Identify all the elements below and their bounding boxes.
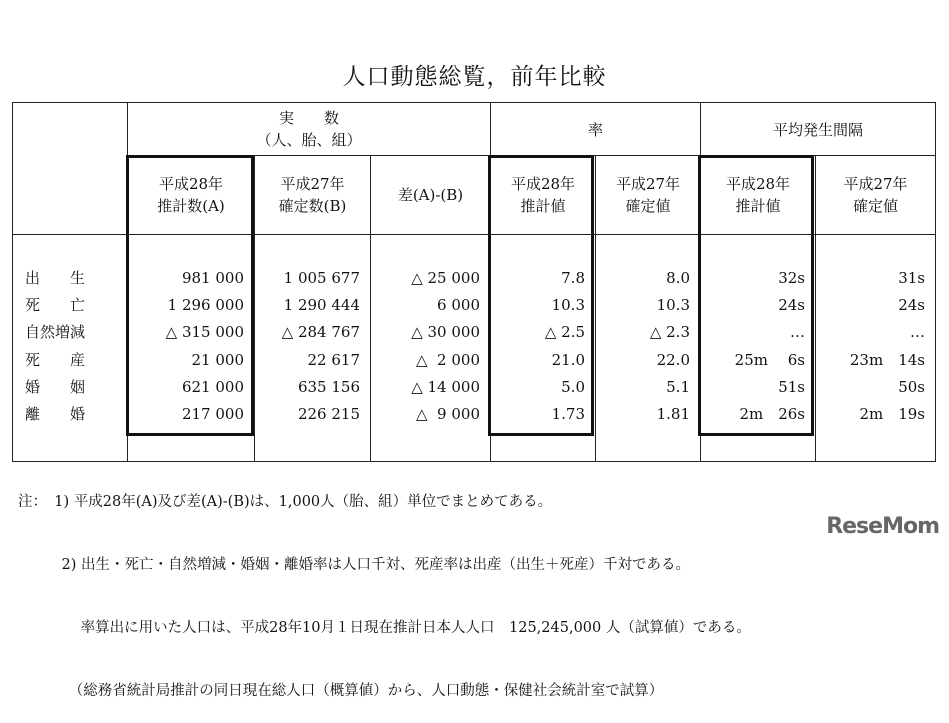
cell-diff: 6 000: [437, 296, 480, 315]
cell-b: 635 156: [297, 377, 360, 396]
cell-a: △ 315 000: [165, 323, 244, 342]
group-rate-header: 率: [491, 103, 701, 156]
cell-label: 離 婚: [25, 405, 86, 424]
cell-label: 自然増減: [25, 323, 86, 342]
cell-int28: 32s: [778, 269, 805, 287]
cell-rate28: 5.0: [561, 377, 585, 396]
cell-int27: 50s: [898, 377, 925, 396]
group-interval-header: 平均発生間隔: [701, 103, 936, 156]
resemom-logo: ReseMom: [826, 514, 939, 539]
cell-diff: △ 14 000: [411, 377, 480, 396]
column-b: [255, 235, 371, 462]
cell-label: 死 亡: [25, 296, 86, 315]
cell-int28: 24s: [778, 296, 805, 315]
note-line: 率算出に用いた人口は、平成28年10月１日現在推計日本人人口 125,245,000 人（試算値）である。: [18, 620, 751, 636]
column-int28: [701, 235, 816, 462]
cell-int27: 2m 19s: [859, 405, 925, 424]
cell-rate28: 7.8: [561, 269, 585, 287]
cell-int27: 24s: [898, 296, 925, 315]
cell-b: △ 284 767: [281, 323, 360, 342]
cell-rate27: 5.1: [666, 377, 690, 396]
cell-diff: △ 9 000: [415, 405, 480, 424]
column-rate28: [491, 235, 596, 462]
column-header: 平成27年 確定値: [816, 156, 936, 235]
cell-int28: 2m 26s: [739, 405, 805, 424]
cell-rate27: 8.0: [666, 269, 690, 287]
cell-diff: △ 30 000: [411, 323, 480, 342]
cell-label: 出 生: [25, 269, 86, 287]
cell-int27: 31s: [898, 269, 925, 287]
cell-int27: 23m 14s: [849, 350, 925, 369]
cell-int28: 25m 6s: [734, 350, 805, 369]
column-label: [13, 235, 128, 462]
cell-rate27: 22.0: [656, 350, 690, 369]
group-actual-header: [128, 103, 491, 156]
cell-int28: 51s: [778, 377, 805, 396]
cell-rate27: 10.3: [656, 296, 690, 315]
page-title: 人口動態総覧，前年比較: [342, 64, 607, 90]
cell-rate27: △ 2.3: [649, 323, 690, 342]
column-header: 平成27年 確定数(B): [255, 156, 371, 235]
column-header: 平成28年 推計数(A): [128, 156, 255, 235]
cell-rate28: 21.0: [551, 350, 585, 369]
cell-diff: △ 2 000: [415, 350, 480, 369]
group-actual-label: 実 数: [278, 109, 339, 127]
note-line: 注： 1) 平成28年(A)及び差(A)-(B)は、1,000人（胎、組）単位でまとめてある。: [18, 494, 553, 510]
cell-rate28: 1.73: [551, 405, 585, 424]
cell-int27: …: [910, 323, 925, 342]
cell-label: 死 産: [25, 350, 86, 369]
cell-a: 1 296 000: [167, 296, 244, 315]
group-actual-unit: （人、胎、組）: [256, 131, 362, 149]
cell-diff: △ 25 000: [411, 269, 480, 287]
cell-a: 217 000: [181, 405, 244, 424]
cell-a: 621 000: [181, 377, 244, 396]
cell-rate27: 1.81: [656, 405, 690, 424]
column-header: 平成28年 推計値: [701, 156, 816, 235]
cell-b: 1 005 677: [283, 269, 360, 287]
cell-b: 22 617: [307, 350, 360, 369]
column-header: 平成28年 推計値: [491, 156, 596, 235]
cell-int28: …: [790, 323, 805, 342]
note-line: （総務省統計局推計の同日現在総人口（概算値）から、人口動態・保健社会統計室で試算）: [18, 683, 664, 699]
column-header: 平成27年 確定値: [596, 156, 701, 235]
note-line: 2) 出生・死亡・自然増減・婚姻・離婚率は人口千対、死産率は出産（出生＋死産）千対である。: [18, 557, 690, 573]
column-header: 差(A)-(B): [371, 156, 491, 235]
cell-b: 226 215: [297, 405, 360, 424]
cell-b: 1 290 444: [283, 296, 360, 315]
cell-a: 981 000: [181, 269, 244, 287]
cell-rate28: △ 2.5: [544, 323, 585, 342]
population-dynamics-table: [12, 102, 936, 462]
cell-label: 婚 姻: [25, 377, 86, 396]
notes: [18, 450, 751, 723]
column-diff: [371, 235, 491, 462]
cell-a: 21 000: [191, 350, 244, 369]
column-rate27: [596, 235, 701, 462]
column-int27: [816, 235, 936, 462]
cell-rate28: 10.3: [551, 296, 585, 315]
corner-cell: [13, 103, 128, 235]
column-a: [128, 235, 255, 462]
